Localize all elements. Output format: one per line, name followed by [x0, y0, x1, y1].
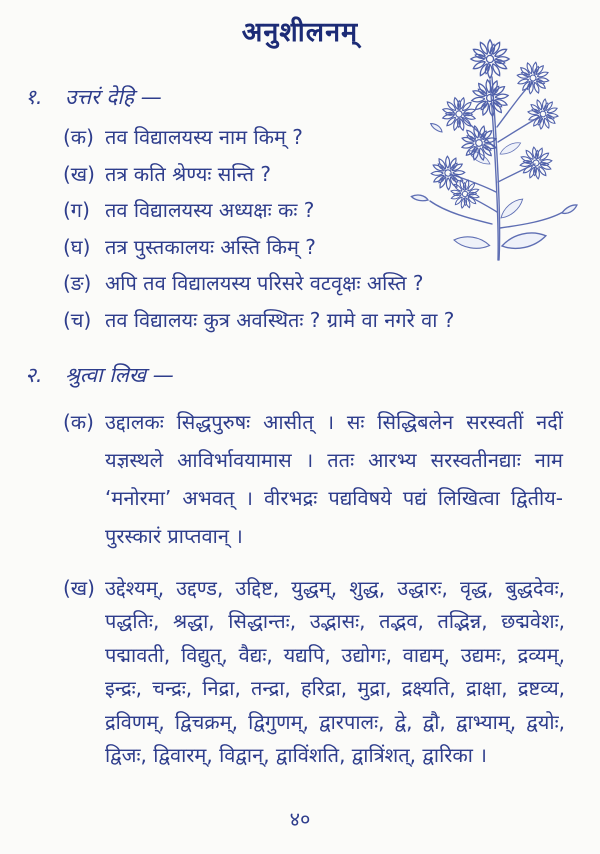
item-label: (क)	[63, 409, 94, 434]
list-item	[63, 569, 600, 773]
section2-number: २.	[25, 362, 43, 387]
list-item	[63, 403, 600, 555]
item-text: तव विद्यालयस्य नाम किम् ?	[105, 125, 303, 149]
item-label: (च)	[63, 307, 92, 332]
section1-question-list	[0, 119, 600, 339]
section1-heading-row	[0, 83, 600, 111]
list-item	[63, 192, 600, 229]
item-label: (ख)	[63, 161, 95, 186]
item-text: अपि तव विद्यालयस्य परिसरे वटवृक्षः अस्ति ?	[105, 271, 424, 296]
section1-heading: उत्तरं देहि —	[65, 85, 162, 109]
item-label: (क)	[63, 125, 94, 149]
item-text: तत्र पुस्तकालयः अस्ति किम् ?	[105, 234, 316, 259]
section2-heading-row	[0, 361, 600, 389]
section1-number: १.	[25, 85, 43, 109]
list-item	[63, 302, 600, 339]
item-label: (ङ)	[63, 271, 92, 296]
list-item	[63, 229, 600, 266]
page-number: ४०	[289, 807, 311, 831]
exercise-section-2	[0, 361, 600, 773]
dictation-paragraph: उद्दालकः सिद्धपुरुषः आसीत् । सः सिद्धिबलेन सरस्वतीं नदीं यज्ञस्थले आविर्भावयामास । ततः आरभ्य सरस्वतीनद्याः नाम ‘मनोरमा’ अभवत् । वीरभद्रः पद्यविषये पद्यं लिखित्वा द्वितीय-पुरस्कारं प्राप्तवान् ।	[105, 409, 563, 548]
item-label: (ग)	[63, 198, 90, 223]
item-text: तत्र कति श्रेण्यः सन्ति ?	[105, 161, 271, 186]
exercise-section-1	[0, 83, 600, 339]
item-label: (घ)	[63, 234, 91, 259]
list-item	[63, 265, 600, 302]
list-item	[63, 119, 600, 156]
item-text: तव विद्यालयस्य अध्यक्षः कः ?	[105, 198, 315, 223]
list-item	[63, 156, 600, 193]
section2-heading: श्रुत्वा लिख —	[65, 362, 174, 387]
item-label: (ख)	[63, 575, 95, 600]
word-list-paragraph: उद्देश्यम्, उद्दण्ड, उद्दिष्ट, युद्धम्, शुद्ध, उद्धारः, वृद्ध, बुद्धदेवः, पद्धतिः, श्रद्धा, सिद्धान्तः, उद्भासः, तद्भव, तद्भिन्न, छद्मवेशः, पद्मावती, विद्युत्, वैद्यः, यद्यपि, उद्योगः, वाद्यम्, उद्यमः, द्रव्यम्, इन्द्रः, चन्द्रः, निद्रा, तन्द्रा, हरिद्रा, मुद्रा, द्रक्ष्यति, द्राक्षा, द्रष्टव्य, द्रविणम्, द्विचक्रम्, द्विगुणम्, द्वारपालः, द्वे, द्वौ, द्वाभ्याम्, द्वयोः, द्विजः, द्विवारम्, विद्वान्, द्वाविंशति, द्वात्रिंशत्, द्वारिका ।	[105, 575, 565, 768]
page-title: अनुशीलनम्	[241, 17, 359, 48]
item-text: तव विद्यालयः कुत्र अवस्थितः ? ग्रामे वा नगरे वा ?	[105, 307, 455, 332]
